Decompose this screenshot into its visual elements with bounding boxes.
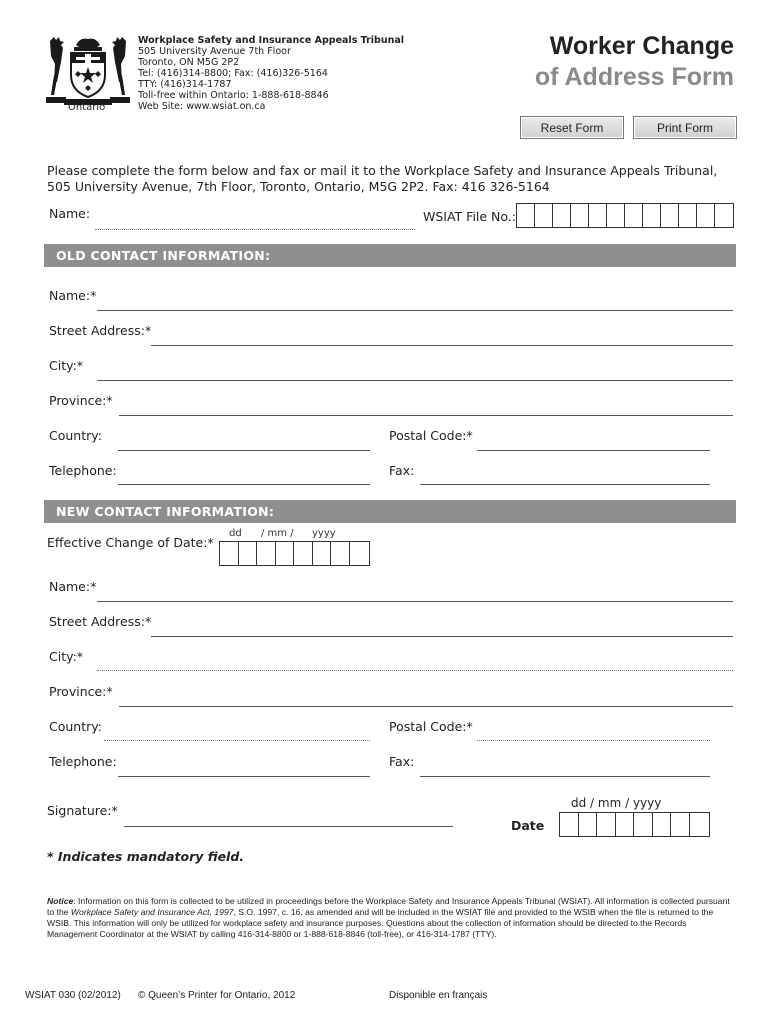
address-line: Toronto, ON M5G 2P2 bbox=[138, 57, 240, 68]
file-no-digit[interactable] bbox=[715, 204, 731, 227]
effective-date-boxes[interactable] bbox=[219, 541, 370, 566]
new-postal-label: Postal Code:* bbox=[389, 719, 473, 734]
old-city-label: City:* bbox=[49, 358, 84, 373]
address-line: 505 University Avenue 7th Floor bbox=[138, 46, 291, 57]
date-yyyy-hint: yyyy bbox=[312, 528, 336, 539]
new-contact-heading: NEW CONTACT INFORMATION: bbox=[44, 500, 736, 523]
old-country-label: Country: bbox=[49, 428, 102, 443]
file-no-label: WSIAT File No.: bbox=[423, 209, 517, 224]
new-telephone-label: Telephone: bbox=[49, 754, 117, 769]
date-digit[interactable] bbox=[294, 542, 313, 565]
old-telephone-label: Telephone: bbox=[49, 463, 117, 478]
date-digit[interactable] bbox=[350, 542, 369, 565]
date-digit[interactable] bbox=[220, 542, 239, 565]
file-no-digit[interactable] bbox=[553, 204, 571, 227]
new-fax-field[interactable] bbox=[420, 776, 710, 777]
new-country-field[interactable] bbox=[104, 740, 370, 741]
old-postal-field[interactable] bbox=[477, 450, 710, 451]
name-label: Name: bbox=[49, 206, 91, 221]
org-name: Workplace Safety and Insurance Appeals Tribunal bbox=[138, 35, 405, 46]
new-postal-field[interactable] bbox=[477, 740, 710, 741]
file-no-digit[interactable] bbox=[517, 204, 535, 227]
file-no-digit[interactable] bbox=[697, 204, 715, 227]
file-no-digit[interactable] bbox=[607, 204, 625, 227]
old-city-field[interactable] bbox=[97, 380, 733, 381]
old-street-field[interactable] bbox=[151, 345, 733, 346]
print-form-button[interactable]: Print Form bbox=[633, 116, 737, 139]
date-digit[interactable] bbox=[671, 813, 690, 836]
phone-line: Tel: (416)314-8800; Fax: (416)326-5164 bbox=[138, 68, 328, 79]
file-no-digit[interactable] bbox=[625, 204, 643, 227]
notice-act: Workplace Safety and Insurance Act, 1997 bbox=[70, 907, 234, 917]
date-digit[interactable] bbox=[276, 542, 294, 565]
date-digit[interactable] bbox=[313, 542, 331, 565]
date-mm-hint: / mm / bbox=[261, 528, 294, 539]
privacy-notice bbox=[47, 896, 737, 940]
date-digit[interactable] bbox=[634, 813, 653, 836]
signature-date-hint: dd / mm / yyyy bbox=[571, 796, 662, 810]
form-code: WSIAT 030 (02/2012) bbox=[25, 990, 121, 1001]
new-street-field[interactable] bbox=[151, 636, 733, 637]
signature-date-boxes[interactable] bbox=[559, 812, 710, 837]
old-name-field[interactable] bbox=[97, 310, 733, 311]
tollfree-line: Toll-free within Ontario: 1-888-618-8846 bbox=[138, 90, 329, 101]
date-digit[interactable] bbox=[579, 813, 597, 836]
copyright: © Queen’s Printer for Ontario, 2012 bbox=[138, 990, 296, 1001]
notice-text: : Information on this form is collected to be utilized in proceedings before the Workplace Safety and Insurance Appeals Tribunal (WSIAT). All information is collected pursuant to the bbox=[47, 896, 730, 917]
new-telephone-field[interactable] bbox=[118, 776, 370, 777]
form-title: Worker Change bbox=[549, 32, 734, 60]
date-digit[interactable] bbox=[690, 813, 709, 836]
old-fax-label: Fax: bbox=[389, 463, 415, 478]
old-province-field[interactable] bbox=[119, 415, 733, 416]
ontario-coat-of-arms-icon bbox=[44, 35, 132, 107]
new-country-label: Country: bbox=[49, 719, 102, 734]
website-line: Web Site: www.wsiat.on.ca bbox=[138, 101, 266, 112]
name-field[interactable] bbox=[95, 229, 415, 230]
old-province-label: Province:* bbox=[49, 393, 113, 408]
new-city-field[interactable] bbox=[97, 670, 733, 671]
signature-date-label: Date bbox=[511, 818, 545, 833]
file-no-boxes[interactable] bbox=[516, 203, 734, 228]
old-street-label: Street Address:* bbox=[49, 323, 152, 338]
date-digit[interactable] bbox=[239, 542, 257, 565]
reset-form-button[interactable]: Reset Form bbox=[520, 116, 624, 139]
old-name-label: Name:* bbox=[49, 288, 97, 303]
notice-lead: Notice bbox=[47, 896, 74, 906]
file-no-digit[interactable] bbox=[535, 204, 553, 227]
signature-field[interactable] bbox=[124, 826, 453, 827]
date-digit[interactable] bbox=[560, 813, 579, 836]
file-no-digit[interactable] bbox=[661, 204, 679, 227]
notice-text: , S.O. 1997, c. 16, as amended and will be included in the WSIAT file and provided to the WSIB when the file is returned to the WSIB. This information will only be utilized for workplace safety and insurance purposes. Questions about the collection of information should be directed to the Records Management Coordinator at the WSIAT by calling 416-314-8800 or 1-888-618-8846 (toll-free), or 416-314-1787 (TTY). bbox=[47, 907, 714, 939]
date-digit[interactable] bbox=[616, 813, 634, 836]
new-province-field[interactable] bbox=[119, 706, 733, 707]
old-contact-heading: OLD CONTACT INFORMATION: bbox=[44, 244, 736, 267]
new-fax-label: Fax: bbox=[389, 754, 415, 769]
new-city-label: City:* bbox=[49, 649, 84, 664]
file-no-digit[interactable] bbox=[679, 204, 697, 227]
date-digit[interactable] bbox=[597, 813, 616, 836]
date-digit[interactable] bbox=[331, 542, 350, 565]
crest-caption: Ontario bbox=[68, 102, 106, 113]
date-digit[interactable] bbox=[257, 542, 276, 565]
instructions: Please complete the form below and fax or mail it to the Workplace Safety and Insurance Appeals Tribunal, 505 University Avenue, 7th Floor, Toronto, Ontario, M5G 2P2. Fax: 416 326-5164 bbox=[47, 163, 718, 194]
form-subtitle: of Address Form bbox=[534, 63, 734, 91]
new-street-label: Street Address:* bbox=[49, 614, 152, 629]
file-no-digit[interactable] bbox=[643, 204, 661, 227]
file-no-digit[interactable] bbox=[589, 204, 607, 227]
old-postal-label: Postal Code:* bbox=[389, 428, 473, 443]
new-name-label: Name:* bbox=[49, 579, 97, 594]
new-province-label: Province:* bbox=[49, 684, 113, 699]
tty-line: TTY: (416)314-1787 bbox=[138, 79, 232, 90]
old-telephone-field[interactable] bbox=[118, 484, 370, 485]
french-version-note: Disponible en français bbox=[389, 990, 488, 1001]
effective-date-label: Effective Change of Date:* bbox=[47, 535, 214, 550]
new-name-field[interactable] bbox=[97, 601, 733, 602]
date-digit[interactable] bbox=[653, 813, 671, 836]
file-no-digit[interactable] bbox=[571, 204, 589, 227]
old-country-field[interactable] bbox=[118, 450, 370, 451]
old-fax-field[interactable] bbox=[420, 484, 710, 485]
signature-label: Signature:* bbox=[47, 803, 118, 818]
date-dd-hint: dd bbox=[229, 528, 242, 539]
mandatory-note: * Indicates mandatory field. bbox=[47, 849, 245, 864]
